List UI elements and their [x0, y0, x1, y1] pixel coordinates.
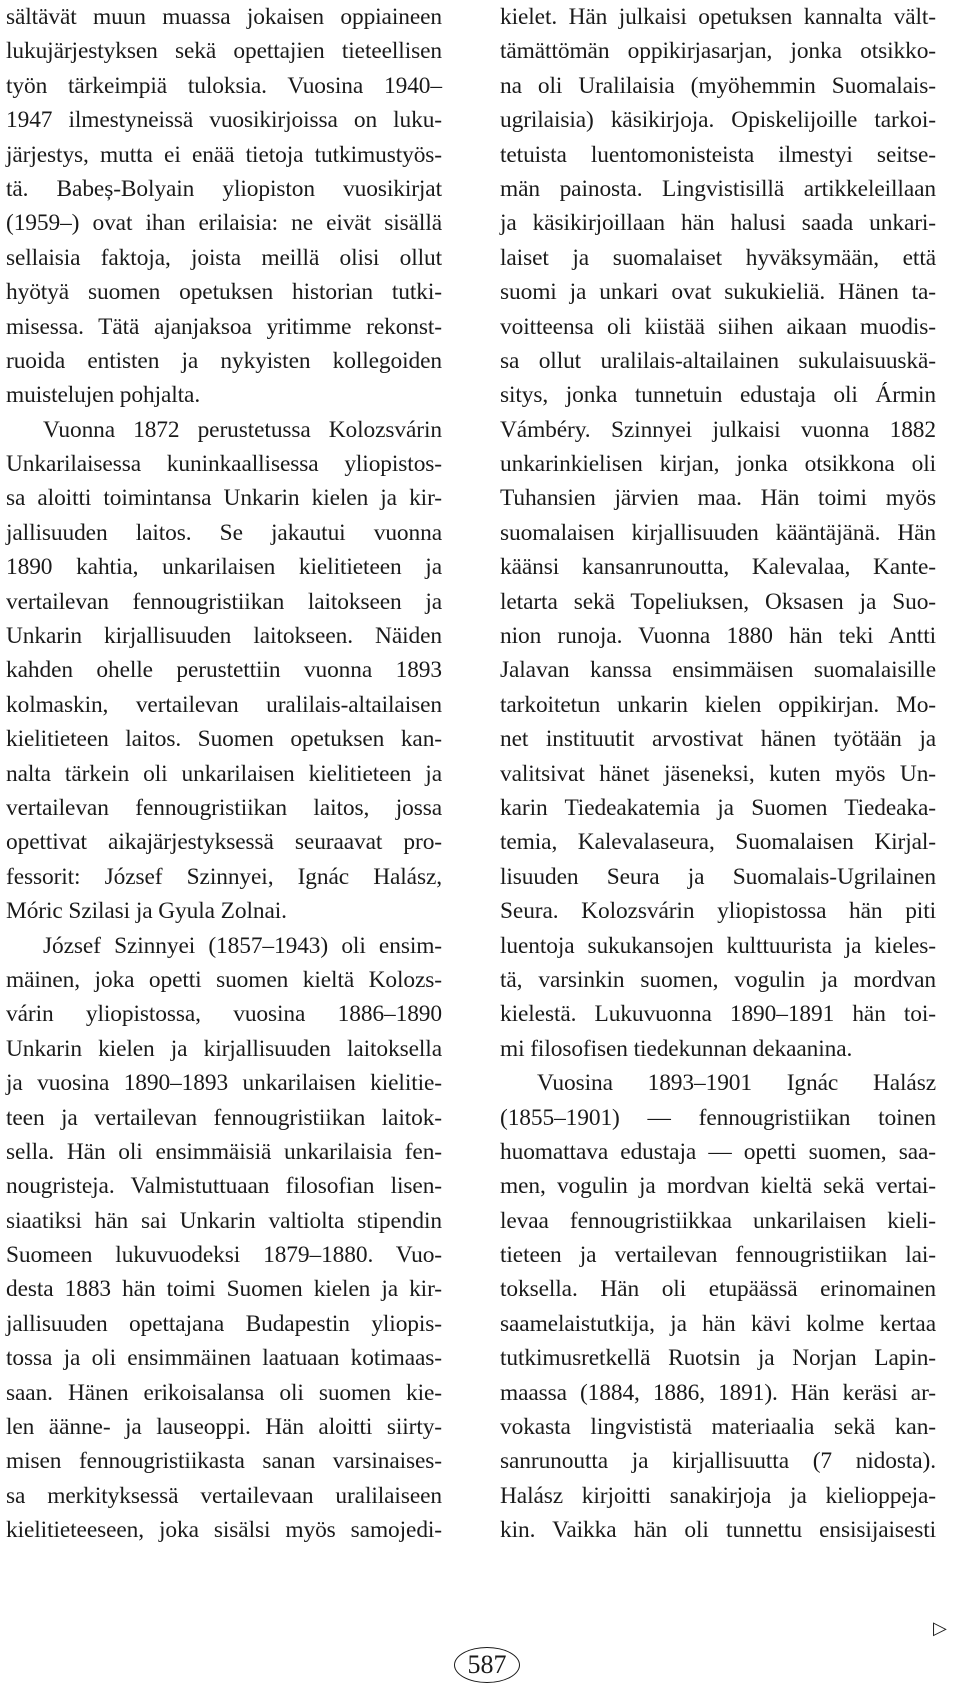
- text-line: sitys, jonka tunnetuin edustaja oli Ármin: [500, 382, 936, 409]
- text-line: karin Tiedeakatemia ja Suomen Tiedeaka-: [500, 794, 936, 821]
- text-line: mäinen, joka opetti suomen kieltä Kolozs-: [6, 966, 442, 993]
- text-line: tä. Babeș-Bolyain yliopiston vuosikirjat: [6, 175, 442, 202]
- text-line: järjestys, mutta ei enää tietoja tutkimustyös-: [6, 141, 442, 168]
- text-line: fessorit: József Szinnyei, Ignác Halász,: [6, 863, 442, 890]
- text-line: ruoida entisten ja nykyisten kollegoiden: [6, 347, 442, 374]
- text-line: toksella. Hän oli etupäässä erinomainen: [500, 1276, 936, 1303]
- text-line: kahden ohelle perustettiin vuonna 1893: [6, 657, 442, 684]
- text-line: kolmaskin, vertailevan uralilais-altailaisen: [6, 691, 442, 718]
- text-line: suomi ja unkari ovat sukukieliä. Hänen ta-: [500, 279, 936, 306]
- text-line: na oli Uralilaisia (myöhemmin Suomalais-: [500, 72, 936, 99]
- text-line: opettivat aikajärjestyksessä seuraavat pro-: [6, 829, 442, 856]
- text-line: sa merkityksessä vertailevaan uralilaiseen: [6, 1482, 442, 1509]
- text-line: sa ollut uralilais-altailainen sukulaisuuskä-: [500, 347, 936, 374]
- text-line: siaatiksi hän sai Unkarin valtiolta stipendin: [6, 1207, 442, 1234]
- text-line: vertailevan fennougristiikan laitos, jossa: [6, 794, 442, 821]
- text-line: kielitieteen laitos. Suomen opetuksen kan-: [6, 726, 442, 753]
- text-line: vertailevan fennougristiikan laitokseen ja: [6, 588, 442, 615]
- text-line: ugrilaisia) käsikirjoja. Opiskelijoille tarkoi-: [500, 107, 936, 134]
- text-line: nion runoja. Vuonna 1880 hän teki Antti: [500, 623, 936, 650]
- text-line: tossa ja oli ensimmäinen laatuaan kotimaas-: [6, 1345, 442, 1372]
- right-text-column: [500, 0, 936, 1548]
- text-line: maassa (1884, 1886, 1891). Hän keräsi ar-: [500, 1379, 936, 1406]
- text-line: Jalavan kanssa ensimmäisen suomalaisille: [500, 657, 936, 684]
- text-line: saan. Hänen erikoisalansa oli suomen kie-: [6, 1379, 442, 1406]
- text-line: hyötyä suomen opetuksen historian tutki-: [6, 279, 442, 306]
- text-line: valitsivat hänet jäseneksi, kuten myös Un-: [500, 760, 936, 787]
- text-line: sältävät muun muassa jokaisen oppiaineen: [6, 4, 442, 30]
- text-line: levaa fennougristiikkaa unkarilaisen kieli-: [500, 1207, 936, 1234]
- text-line: Vuosina 1893–1901 Ignác Halász: [537, 1070, 936, 1097]
- text-line: tutkimusretkellä Ruotsin ja Norjan Lapin-: [500, 1345, 936, 1372]
- text-line: sellaisia faktoja, joista meillä olisi ollut: [6, 244, 442, 271]
- text-line: sella. Hän oli ensimmäisiä unkarilaisia fen-: [6, 1138, 442, 1165]
- text-line: män painosta. Lingvistisillä artikkeleillaan: [500, 175, 936, 202]
- text-line: Tuhansien järvien maa. Hän toimi myös: [500, 485, 936, 512]
- text-line: unkarinkielisen kirjan, jonka otsikkona oli: [500, 451, 936, 478]
- text-line: kielet. Hän julkaisi opetuksen kannalta vält-: [500, 4, 936, 30]
- text-line: letarta sekä Topeliuksen, Oksasen ja Suo-: [500, 588, 936, 615]
- text-line: József Szinnyei (1857–1943) oli ensim-: [43, 932, 442, 959]
- text-line: kielitieteeseen, joka sisälsi myös samojedi-: [6, 1517, 442, 1544]
- text-line: lukujärjestyksen sekä opettajien tieteellisen: [6, 38, 442, 65]
- text-line: ja vuosina 1890–1893 unkarilaisen kielitie-: [6, 1070, 442, 1097]
- text-line: sanrunoutta ja kirjallisuutta (7 nidosta).: [500, 1448, 936, 1475]
- text-line: jallisuuden opettajana Budapestin yliopis-: [6, 1310, 442, 1337]
- text-line: 1890 kahtia, unkarilaisen kielitieteen ja: [6, 554, 442, 581]
- text-line: Unkarin kirjallisuuden laitokseen. Näiden: [6, 623, 442, 650]
- text-line: Suomeen lukuvuodeksi 1879–1880. Vuo-: [6, 1242, 442, 1269]
- text-line: mi filosofisen tiedekunnan dekaanina.: [500, 1035, 853, 1062]
- text-line: kin. Vaikka hän oli tunnettu ensisijaisesti: [500, 1517, 936, 1544]
- text-line: voitteensa oli kiistää siihen aikaan muodis-: [500, 313, 936, 340]
- text-line: misen fennougristiikasta sanan varsinaises-: [6, 1448, 442, 1475]
- page-number: 587: [454, 1647, 520, 1683]
- text-line: tieteen ja vertailevan fennougristiikan lai-: [500, 1242, 936, 1269]
- text-line: misessa. Tätä ajanjaksoa yritimme rekonst-: [6, 313, 442, 340]
- text-line: tarkoitetun unkarin kielen oppikirjan. Mo-: [500, 691, 936, 718]
- text-line: käänsi kansanrunoutta, Kalevalaa, Kante-: [500, 554, 936, 581]
- text-line: tämättömän oppikirjasarjan, jonka otsikko-: [500, 38, 936, 65]
- text-line: laiset ja suomalaiset hyväksymään, että: [500, 244, 936, 271]
- text-line: (1855–1901) — fennougristiikan toinen: [500, 1104, 936, 1131]
- text-line: Vuonna 1872 perustetussa Kolozsvárin: [43, 416, 442, 443]
- continue-arrow-icon: ▷: [933, 1618, 947, 1639]
- left-text-column: [6, 0, 442, 1548]
- text-line: Móric Szilasi ja Gyula Zolnai.: [6, 898, 287, 925]
- text-line: nalta tärkein oli unkarilaisen kielitieteen ja: [6, 760, 442, 787]
- text-line: suomalaisen kirjallisuuden kääntäjänä. Hän: [500, 519, 936, 546]
- text-line: nougristeja. Valmistuttuaan filosofian lisen-: [6, 1173, 442, 1200]
- text-line: desta 1883 hän toimi Suomen kielen ja kir-: [6, 1276, 442, 1303]
- text-line: ja käsikirjoillaan hän halusi saada unkari-: [500, 210, 936, 237]
- text-line: työn tärkeimpiä tuloksia. Vuosina 1940–: [6, 72, 442, 99]
- text-line: tä, varsinkin suomen, vogulin ja mordvan: [500, 966, 936, 993]
- text-line: kielestä. Lukuvuonna 1890–1891 hän toi-: [500, 1001, 936, 1028]
- text-line: jallisuuden laitos. Se jakautui vuonna: [6, 519, 442, 546]
- text-line: Halász kirjoitti sanakirjoja ja kielioppeja-: [500, 1482, 936, 1509]
- text-line: Vámbéry. Szinnyei julkaisi vuonna 1882: [500, 416, 936, 443]
- text-line: tetuista luentomonisteista ilmestyi seitse-: [500, 141, 936, 168]
- text-line: sa aloitti toimintansa Unkarin kielen ja kir-: [6, 485, 442, 512]
- text-line: muistelujen pohjalta.: [6, 382, 201, 409]
- text-line: 1947 ilmestyneissä vuosikirjoissa on luku-: [6, 107, 442, 134]
- text-line: saamelaistutkija, ja hän kävi kolme kertaa: [500, 1310, 936, 1337]
- text-line: várin yliopistossa, vuosina 1886–1890: [6, 1001, 442, 1028]
- text-line: temia, Kalevalaseura, Suomalaisen Kirjal-: [500, 829, 936, 856]
- text-line: (1959–) ovat ihan erilaisia: ne eivät sisällä: [6, 210, 442, 237]
- text-line: luentoja sukukansojen kulttuurista ja kieles-: [500, 932, 936, 959]
- text-line: Seura. Kolozsvárin yliopistossa hän piti: [500, 898, 936, 925]
- text-line: len äänne- ja lauseoppi. Hän aloitti siirty-: [6, 1414, 442, 1441]
- text-line: teen ja vertailevan fennougristiikan laitok-: [6, 1104, 442, 1131]
- text-line: Unkarin kielen ja kirjallisuuden laitoksella: [6, 1035, 442, 1062]
- text-line: huomattava edustaja — opetti suomen, saa-: [500, 1138, 936, 1165]
- text-line: Unkarilaisessa kuninkaallisessa yliopistos-: [6, 451, 442, 478]
- text-line: lisuuden Seura ja Suomalais-Ugrilainen: [500, 863, 936, 890]
- text-line: men, vogulin ja mordvan kieltä sekä vertai-: [500, 1173, 936, 1200]
- text-line: vokasta lingvististä materiaalia sekä kan-: [500, 1414, 936, 1441]
- text-line: net instituutit arvostivat hänen työtään ja: [500, 726, 936, 753]
